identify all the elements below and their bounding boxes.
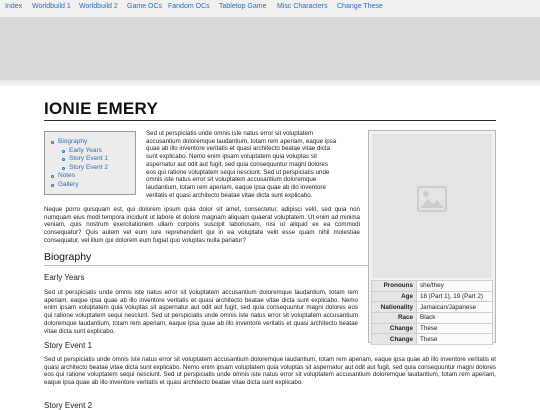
nav-item-tabletop-game[interactable]: Tabletop Game (219, 3, 267, 10)
image-placeholder-icon (417, 186, 447, 212)
intro-line: omnis iste natus error sit voluptatem accusantium doloremque (146, 176, 317, 184)
nav-item-worldbuild-1[interactable]: Worldbuild 1 (32, 3, 71, 10)
nav-item-change-these[interactable]: Change These (337, 3, 383, 10)
character-portrait (372, 134, 492, 278)
infobox-value: Jamaican/Japanese (417, 302, 493, 313)
toc-bullet (62, 150, 65, 153)
infobox-value: she/they (417, 281, 493, 292)
top-nav (0, 0, 540, 18)
intro-line: sunt explicabo. Nemo enim ipsam voluptatem quia voluptas sit (146, 153, 317, 161)
subheading-story-event-1: Story Event 1 (44, 341, 93, 350)
infobox-row (372, 323, 493, 334)
intro-line: aspernatur aut odit aut fugit, sed quia consequuntur magni dolores (146, 160, 328, 168)
section-divider (44, 265, 368, 266)
infobox-key: Nationality (372, 302, 417, 313)
infobox-key: Change (372, 323, 417, 334)
header-banner (0, 18, 540, 80)
toc-item-early-years[interactable]: Early Years (69, 146, 102, 154)
intro-line: accusantium doloremque laudantium, totam rem aperiam, eaque ipsa (146, 137, 337, 145)
title-divider (44, 120, 496, 121)
toc-bullet (51, 175, 54, 178)
infobox-row (372, 313, 493, 324)
toc-bullet (62, 158, 65, 161)
nav-item-fandom-ocs[interactable]: Fandom OCs (168, 3, 210, 10)
toc-item-story-event-2[interactable]: Story Event 2 (69, 163, 109, 171)
early-years-paragraph: Sed ut perspiciatis unde omnis iste natus error sit voluptatem accusantium doloremque laudantium, totam rem aperiam, eaque ipsa quae ab illo inventore veritatis et quasi architecto beatae vitae dicta sunt explicabo. Nemo enim ipsam voluptatem quia voluptas sit aspernatur aut odit aut fugit, sed quia consequuntur magni dolores eos qui ratione voluptatem sequi nesciunt. Sed ut perspiciatis unde omnis iste natus error sit voluptatem accusantium doloremque laudantium, totam rem aperiam, eaque ipsa quae ab illo inventore veritatis et quasi architecto beatae vitae dicta sunt explicabo. (44, 289, 358, 335)
infobox-row (372, 302, 493, 313)
infobox-table (371, 280, 493, 345)
subheading-early-years: Early Years (44, 273, 85, 282)
nav-item-game-ocs[interactable]: Game OCs (127, 3, 163, 10)
infobox-row (372, 334, 493, 345)
infobox-key: Pronouns (372, 281, 417, 292)
infobox-key: Change (372, 334, 417, 345)
intro-line: quae ab illo inventore veritatis et quasi architecto beatae vitae dicta (146, 145, 331, 153)
table-of-contents (44, 131, 136, 195)
intro-line: laudantium, totam rem aperiam, eaque ipsa quae ab illo inventore (146, 183, 326, 191)
infobox-key: Race (372, 313, 417, 324)
toc-bullet (62, 167, 65, 170)
intro-line: veritatis et quasi architecto beatae vitae dicta sunt explicabo. (146, 191, 313, 199)
toc-bullet (51, 184, 54, 187)
toc-item-gallery[interactable]: Gallery (58, 180, 79, 188)
toc-item-notes[interactable]: Notes (58, 172, 75, 179)
intro-line: eos qui ratione voluptatem sequi nesciunt. Sed ut perspiciatis unde (146, 168, 330, 176)
intro-line: Sed ut perspiciatis unde omnis iste natus error sit voluptatem (146, 130, 314, 137)
infobox-value: Black (417, 313, 493, 324)
infobox-value: These (417, 334, 493, 345)
story-event-1-paragraph: Sed ut perspiciatis unde omnis iste natus error sit voluptatem accusantium doloremque laudantium, totam rem aperiam, eaque ipsa quae ab illo inventore veritatis et quasi architecto beatae vitae dicta sunt explicabo. Nemo enim ipsam voluptatem quia voluptas sit aspernatur aut odit aut fugit, sed quia consequuntur magni dolores eos qui ratione voluptatem sequi nesciunt. Sed ut perspiciatis unde omnis iste natus error sit voluptatem accusantium doloremque laudantium, totam rem aperiam, eaque ipsa quae ab illo inventore veritatis et quasi architecto beatae vitae dicta sunt explicabo. (44, 356, 496, 387)
banner-divider (0, 80, 540, 86)
page-title: IONIE EMERY (44, 99, 159, 118)
infobox-key: Age (372, 291, 417, 302)
subheading-story-event-2: Story Event 2 (44, 401, 93, 410)
nav-item-misc-characters[interactable]: Misc Characters (277, 3, 328, 10)
section-heading-biography: Biography (44, 251, 92, 263)
infobox-row (372, 291, 493, 302)
character-infobox (368, 130, 496, 343)
infobox-value: These (417, 323, 493, 334)
toc-item-biography[interactable]: Biography (58, 138, 88, 145)
nav-item-worldbuild-2[interactable]: Worldbuild 2 (79, 3, 118, 10)
toc-item-story-event-1[interactable]: Story Event 1 (69, 155, 109, 162)
toc-bullet (51, 141, 54, 144)
infobox-row (372, 281, 493, 292)
intro-paragraph-2: Neque porro quisquam est, qui dolorem ipsum quia dolor sit amet, consectetur, adipisci velit, sed quia non numquam eius modi tempora incidunt ut labore et dolore magnam aliquam quaerat voluptatem. Ut enim ad minima veniam, quis nostrum exercitationem ullam corporis suscipit laboriosam, nisi ut aliquid ex ea commodi consequatur? Quis autem vel eum iure reprehenderit qui in ea voluptate velit esse quam nihil molestiae consequatur, vel illum qui dolorem eum fugiat quo voluptas nulla pariatur? (44, 206, 360, 244)
nav-item-index[interactable]: Index (5, 3, 23, 10)
infobox-value: 18 (Part 1), 19 (Part 2) (417, 291, 493, 302)
